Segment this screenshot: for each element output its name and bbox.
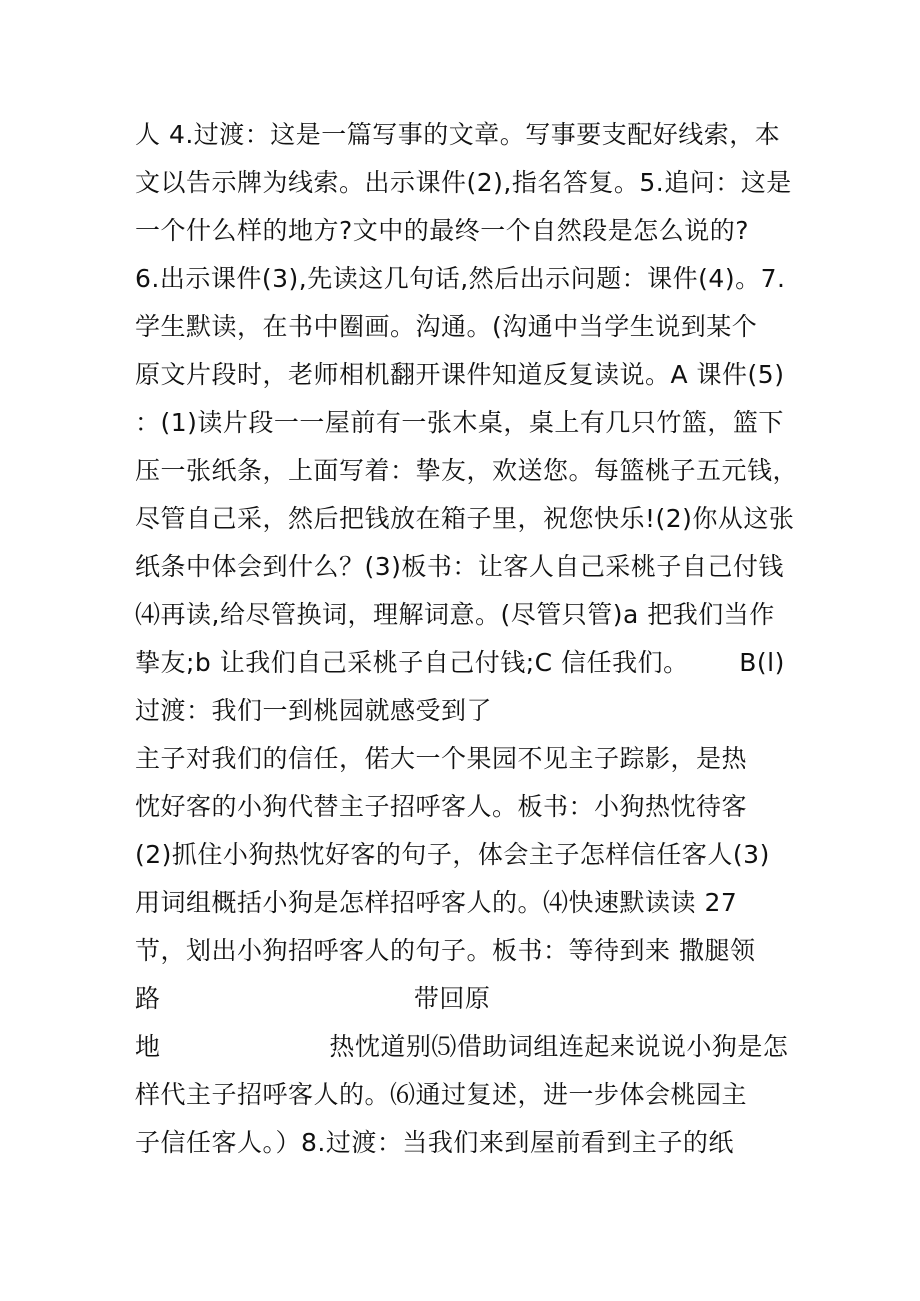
text-line: 人 4.过渡：这是一篇写事的文章。写事要支配好线索，本 [135,120,781,149]
text-line: 压一张纸条，上面写着：挚友，欢送您。每篮桃子五元钱， [135,456,799,485]
text-line: 地 热忱道别⑸借助词组连起来说说小狗是怎 [135,1032,789,1061]
text-line: 节，划出小狗招呼客人的句子。板书：等待到来 撒腿领 [135,936,756,965]
text-line: 过渡：我们一到桃园就感受到了 [135,696,493,725]
text-line: 路 带回原 [135,984,491,1013]
text-line: 尽管自己采，然后把钱放在箱子里，祝您快乐!(2)你从这张 [135,504,795,533]
text-line: 子信任客人。）8.过渡：当我们来到屋前看到主子的纸 [135,1128,734,1157]
text-line: ：(1)读片段一一屋前有一张木桌，桌上有几只竹篮，篮下 [135,408,784,437]
text-line: 文以告示牌为线索。出示课件(2),指名答复。5.追问：这是 [135,168,792,197]
text-line: 一个什么样的地方?文中的最终一个自然段是怎么说的? [135,216,750,245]
text-line: 主子对我们的信任，偌大一个果园不见主子踪影，是热 [135,744,748,773]
text-line: 纸条中体会到什么？(3)板书：让客人自己采桃子自己付钱 [135,552,784,581]
text-line: ⑷再读,给尽管换词，理解词意。(尽管只管)a 把我们当作 [135,600,775,629]
text-line: 样代主子招呼客人的。⑹通过复述，进一步体会桃园主 [135,1080,748,1109]
text-line: 忱好客的小狗代替主子招呼客人。板书：小狗热忱待客 [135,792,748,821]
text-line: 6.出示课件(3),先读这几句话,然后出示问题：课件(4)。7. [135,264,786,293]
text-line: 学生默读，在书中圈画。沟通。(沟通中当学生说到某个 [135,312,758,341]
text-line: 挚友;b 让我们自己采桃子自己付钱;C 信任我们。 B(l) [135,648,785,677]
text-line: 用词组概括小狗是怎样招呼客人的。⑷快速默读读 27 [135,888,738,917]
text-line: (2)抓住小狗热忱好客的句子，体会主子怎样信任客人(3) [135,840,770,869]
text-line: 原文片段时，老师相机翻开课件知道反复读说。A 课件(5) [135,360,785,389]
